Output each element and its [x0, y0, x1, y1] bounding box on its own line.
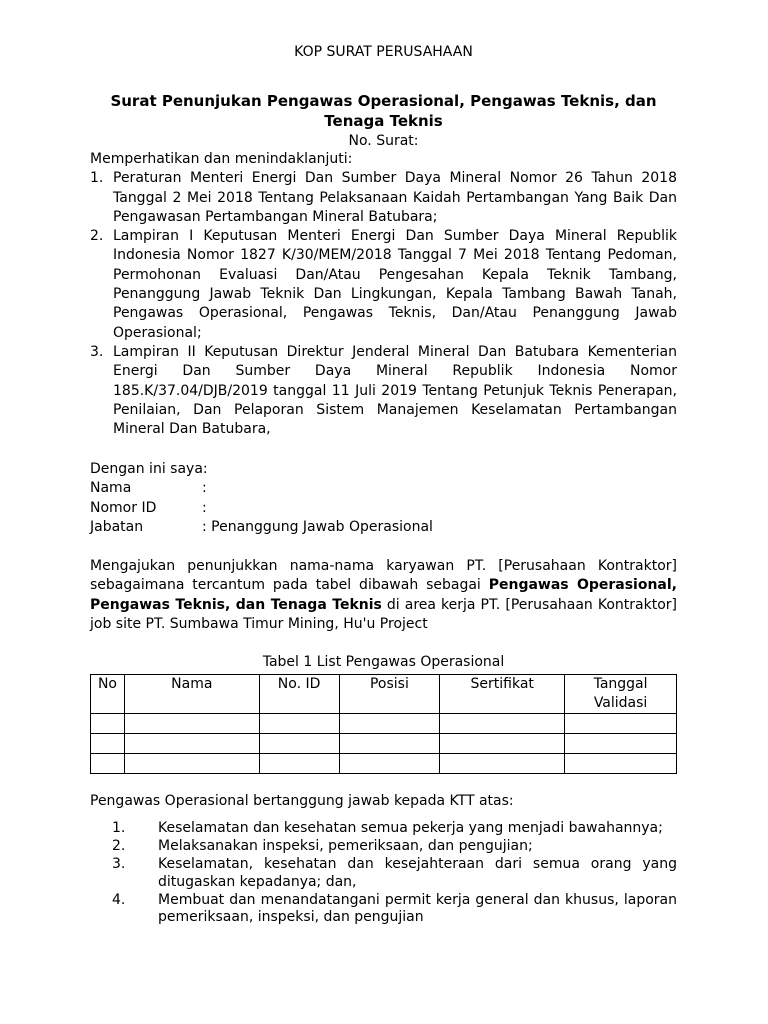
reference-text: Peraturan Menteri Energi Dan Sumber Daya Mineral Nomor 26 Tahun 2018 Tanggal 2 Mei 2018 Tentang Pelaksanaan Kaidah Pertambangan Yang Baik Dan Pengawasan Pertambangan Mineral Batubara; [113, 170, 677, 225]
request-text-2: di area kerja PT. [Perusahaan Kontraktor] job site PT. Sumbawa Timur Mining, Hu'u Project [90, 596, 677, 632]
reference-number: 3. [90, 343, 104, 360]
duty-text: Membuat dan menandatangani permit kerja general dan khusus, laporan pemeriksaan, inspeksi, dan pengujian [158, 891, 677, 925]
responsibility-lead: Pengawas Operasional bertanggung jawab kepada KTT atas: [90, 793, 514, 809]
field-nomor-id [90, 499, 677, 518]
considerations-section [90, 150, 677, 439]
table-cell [339, 754, 440, 774]
letterhead-placeholder: KOP SURAT PERUSAHAAN [294, 44, 473, 60]
declaration-lead: Dengan ini saya: [90, 461, 208, 477]
table-cell [124, 714, 259, 734]
table-cell [339, 734, 440, 754]
field-label: Nama [90, 480, 132, 497]
reference-text: Lampiran II Keputusan Direktur Jenderal Mineral Dan Batubara Kementerian Energi Dan Sumber Daya Mineral Republik Indonesia Nomor 185.K/37.04/DJB/2019 tanggal 11 Juli 2019 Tentang Petunjuk Teknis Penerapan, Penilaian, Dan Pelaporan Sistem Manajemen Keselamatan Pertambangan Mineral Dan Batubara, [113, 343, 677, 438]
field-label: Jabatan [90, 518, 144, 535]
field-value: : [202, 499, 207, 516]
duty-number: 2. [112, 838, 126, 854]
duty-number: 4. [112, 891, 126, 908]
field-value: : Penanggung Jawab Operasional [202, 518, 433, 535]
field-jabatan [90, 518, 677, 537]
duty-list [90, 820, 677, 927]
table-cell [259, 734, 339, 754]
table-cell [124, 734, 259, 754]
table-cell [339, 714, 440, 734]
reference-item [90, 227, 677, 343]
table-cell [565, 734, 677, 754]
duty-item [90, 892, 677, 927]
header-nama: Nama [124, 675, 259, 714]
letter-number: No. Surat: [348, 133, 419, 149]
table-cell [440, 754, 565, 774]
field-value: : [202, 480, 207, 497]
duty-number: 3. [112, 856, 126, 872]
table-header-row [91, 675, 677, 714]
request-text-1: Mengajukan penunjukkan nama-nama karyawan PT. [Perusahaan Kontraktor] sebagaimana tercantum pada tabel dibawah sebagai [90, 558, 677, 594]
duty-text: Keselamatan, kesehatan dan kesejahteraan dari semua orang yang ditugaskan kepadanya; dan, [158, 856, 677, 890]
title-line-2: Tenaga Teknis [324, 111, 443, 130]
table-cell [124, 754, 259, 774]
table-cell [91, 714, 125, 734]
request-paragraph [90, 557, 677, 634]
document-title [90, 92, 677, 131]
reference-text: Lampiran I Keputusan Menteri Energi Dan Sumber Daya Mineral Republik Indonesia Nomor 1827 K/30/MEM/2018 Tanggal 7 Mei 2018 Tentang Pedoman, Permohonan Evaluasi Dan/Atau Pengesahan Kepala Teknik Tambang, Penanggung Jawab Teknik Dan Lingkungan, Kepala Tambang Bawah Tanah, Pengawas Operasional, Pengawas Teknis, Dan/Atau Penanggung Jawab Operasional; [113, 228, 677, 341]
considerations-intro: Memperhatikan dan menindaklanjuti: [90, 151, 353, 167]
duty-number: 1. [112, 820, 126, 836]
reference-item [90, 169, 677, 227]
table-cell [440, 734, 565, 754]
duty-item [90, 856, 677, 891]
reference-number: 2. [90, 228, 104, 245]
table-cell [565, 754, 677, 774]
table-cell [440, 714, 565, 734]
duty-text: Keselamatan dan kesehatan semua pekerja yang menjadi bawahannya; [158, 820, 663, 836]
declaration-section [90, 460, 677, 537]
reference-number: 1. [90, 170, 104, 187]
responsibility-section [90, 820, 677, 927]
table-cell [565, 714, 677, 734]
field-nama [90, 479, 677, 498]
table-cell [259, 714, 339, 734]
table-row [91, 714, 677, 734]
header-tanggal-validasi: Tanggal Validasi [565, 675, 677, 714]
table-cell [259, 754, 339, 774]
supervisor-table [90, 674, 677, 774]
table-row [91, 734, 677, 754]
table-row [91, 754, 677, 774]
duty-item [90, 838, 677, 856]
header-sertifikat: Sertifikat [440, 675, 565, 714]
table-cell [91, 754, 125, 774]
title-line-1: Surat Penunjukan Pengawas Operasional, Pengawas Teknis, dan [110, 92, 657, 110]
header-no-id: No. ID [259, 675, 339, 714]
duty-text: Melaksanakan inspeksi, pemeriksaan, dan pengujian; [158, 838, 533, 854]
header-no: No [91, 675, 125, 714]
reference-item [90, 343, 677, 439]
request-bold-roles: Pengawas Operasional, Pengawas Teknis, dan Tenaga Teknis [90, 577, 677, 613]
table-cell [91, 734, 125, 754]
field-label: Nomor ID [90, 499, 157, 516]
reference-list [90, 169, 677, 439]
table-caption: Tabel 1 List Pengawas Operasional [262, 654, 505, 670]
duty-item [90, 820, 677, 838]
header-posisi: Posisi [339, 675, 440, 714]
